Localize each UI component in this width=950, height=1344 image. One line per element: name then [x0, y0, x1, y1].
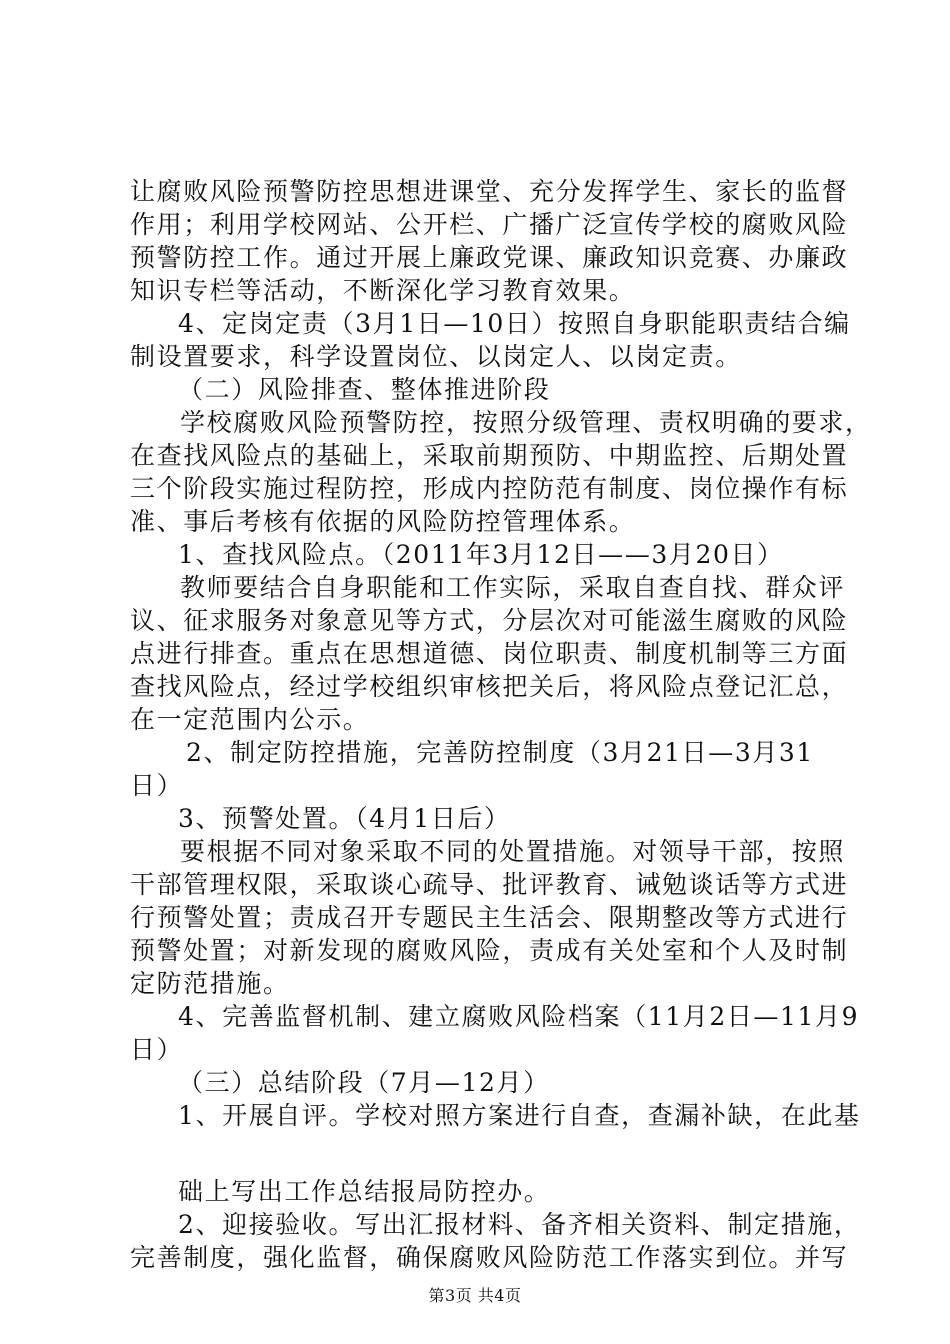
body-line: 1、开展自评。学校对照方案进行自查，查漏补缺，在此基	[178, 1101, 861, 1130]
body-line: 准、事后考核有依据的风险防控管理体系。	[130, 507, 636, 536]
body-line: 础上写出工作总结报局防控办。	[178, 1177, 551, 1206]
body-line: 3、预警处置。（4月1日后）	[178, 804, 511, 833]
body-line: 作用；利用学校网站、公开栏、广播广泛宣传学校的腐败风险	[130, 210, 849, 239]
body-line: 制设置要求，科学设置岗位、以岗定人、以岗定责。	[130, 342, 742, 371]
body-line: 学校腐败风险预警防控，按照分级管理、责权明确的要求，	[180, 408, 872, 437]
body-line: 三个阶段实施过程防控，形成内控防范有制度、岗位操作有标	[130, 474, 849, 503]
page-number-footer: 第3页 共4页	[428, 1286, 522, 1305]
body-line: 4、定岗定责（3月1日—10日）按照自身职能职责结合编	[178, 309, 851, 338]
body-line: 4、完善监督机制、建立腐败风险档案（11月2日—11月9	[178, 1002, 860, 1031]
section-heading: （三）总结阶段（7月—12月）	[178, 1068, 550, 1097]
body-line: 要根据不同对象采取不同的处置措施。对领导干部，按照	[180, 837, 846, 866]
body-line: 点进行排查。重点在思想道德、岗位职责、制度机制等三方面	[130, 639, 849, 668]
body-line: 日）	[130, 1035, 184, 1064]
body-line: 2、迎接验收。写出汇报材料、备齐相关资料、制定措施，	[178, 1210, 861, 1239]
section-heading: （二）风险排查、整体推进阶段	[178, 375, 551, 404]
body-line: 干部管理权限，采取谈心疏导、批评教育、诫勉谈话等方式进	[130, 870, 849, 899]
body-line: 1、查找风险点。（2011年3月12日——3月20日）	[178, 540, 784, 569]
body-line: 定防范措施。	[130, 969, 290, 998]
body-line: 知识专栏等活动，不断深化学习教育效果。	[130, 276, 636, 305]
body-line: 行预警处置；责成召开专题民主生活会、限期整改等方式进行	[130, 903, 849, 932]
body-line: 完善制度，强化监督，确保腐败风险防范工作落实到位。并写	[130, 1243, 849, 1272]
body-line: 在查找风险点的基础上，采取前期预防、中期监控、后期处置	[130, 441, 849, 470]
body-line: 议、征求服务对象意见等方式，分层次对可能滋生腐败的风险	[130, 606, 849, 635]
body-line: 日）	[130, 771, 184, 800]
body-line: 2、制定防控措施，完善防控制度（3月21日—3月31	[186, 738, 814, 767]
body-line: 教师要结合自身职能和工作实际，采取自查自找、群众评	[180, 573, 846, 602]
body-line: 预警处置；对新发现的腐败风险，责成有关处室和个人及时制	[130, 936, 849, 965]
body-line: 让腐败风险预警防控思想进课堂、充分发挥学生、家长的监督	[130, 177, 849, 206]
body-line: 预警防控工作。通过开展上廉政党课、廉政知识竞赛、办廉政	[130, 243, 849, 272]
body-line: 在一定范围内公示。	[130, 705, 370, 734]
body-line: 查找风险点，经过学校组织审核把关后，将风险点登记汇总，	[130, 672, 849, 701]
